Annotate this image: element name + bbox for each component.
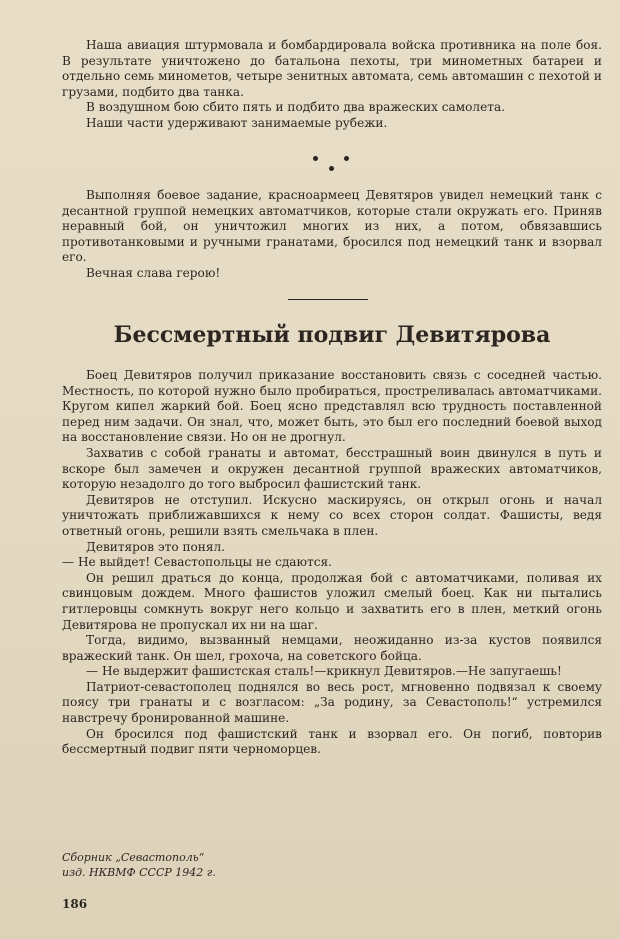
paragraph: Девитяров это понял. <box>86 539 226 554</box>
paragraph: Тогда, видимо, вызванный немцами, неожиданно из-за кустов появился вражеский танк. Он шел, грохоча, на советского бойца. <box>62 633 602 663</box>
paragraph: — Не выдержит фашистская сталь!—крикнул Девитяров.—Не запугаешь! <box>86 664 562 679</box>
page-number: 186 <box>62 897 88 911</box>
paragraph: Боец Девитяров получил приказание восстановить связь с соседней частью. Местность, по которой нужно было пробираться, простреливалась автоматчиками. Кругом кипел жаркий бой. Боец ясно представлял всю трудность поставленной перед ним задачи. Он знал, что, может быть, это был его последний боевой выход на восстановление связи. Но он не дрогнул. <box>62 368 602 445</box>
paragraph: В воздушном бою сбито пять и подбито два вражеских самолета. <box>86 100 506 115</box>
divider-rule <box>288 299 368 300</box>
paragraph: — Не выйдет! Севастопольцы не сдаются. <box>62 555 332 570</box>
paragraph: Захватив с собой гранаты и автомат, бесстрашный воин двинулся в путь и вскоре был замечен и окружен десантной группой вражеских автоматчиков, которую незадолго до того выбросил фашистский танк. <box>62 445 602 492</box>
paragraph: Вечная слава герою! <box>86 265 221 280</box>
section-separator-dots <box>0 152 620 174</box>
paragraph: Наши части удерживают занимаемые рубежи. <box>86 115 388 130</box>
top-section <box>62 38 602 132</box>
paragraph: Выполняя боевое задание, красноармеец Девятяров увидел немецкий танк с десантной группой немецких автоматчиков, которые стали окружать его. Приняв неравный бой, он уничтожил многих из них, а потом, обвязавшись противотанковыми и ручными гранатами, бросился под немецкий танк и взорвал его. <box>62 188 602 265</box>
paragraph: Он решил драться до конца, продолжая бой с автоматчиками, поливая их свинцовым дождем. Много фашистов уложил смелый боец. Как ни пытались гитлеровцы сомкнуть вокруг него кольцо и захватить его в плен, меткий огонь Девитярова не пропускал их ни на шаг. <box>62 570 602 632</box>
paragraph: Патриот-севастополец поднялся во весь рост, мгновенно подвязал к своему поясу три гранаты и с возгласом: „За родину, за Севастополь!“ устремился навстречу бронированной машине. <box>62 679 602 726</box>
paragraph: Наша авиация штурмовала и бомбардировала войска противника на поле боя. В результате уничтожено до батальона пехоты, три минометных батареи и отдельно семь минометов, четыре зенитных автомата, семь автомашин с пехотой и грузами, подбито два танка. <box>62 38 602 99</box>
source-line: Сборник „Севастополь“ <box>62 851 205 864</box>
mid-section <box>62 188 602 282</box>
paragraph: Он бросился под фашистский танк и взорвал его. Он погиб, повторив бессмертный подвиг пяти черноморцев. <box>62 726 602 757</box>
article-title: Бессмертный подвиг Девитярова <box>113 322 551 348</box>
paragraph: Девитяров не отступил. Искусно маскируясь, он открыл огонь и начал уничтожать приближавшихся к нему со всех сторон солдат. Фашисты, ведя ответный огонь, решили взять смельчака в плен. <box>62 492 602 538</box>
source-line: изд. НКВМФ СССР 1942 г. <box>62 866 216 879</box>
article-body <box>62 368 602 758</box>
source-citation <box>62 850 216 880</box>
